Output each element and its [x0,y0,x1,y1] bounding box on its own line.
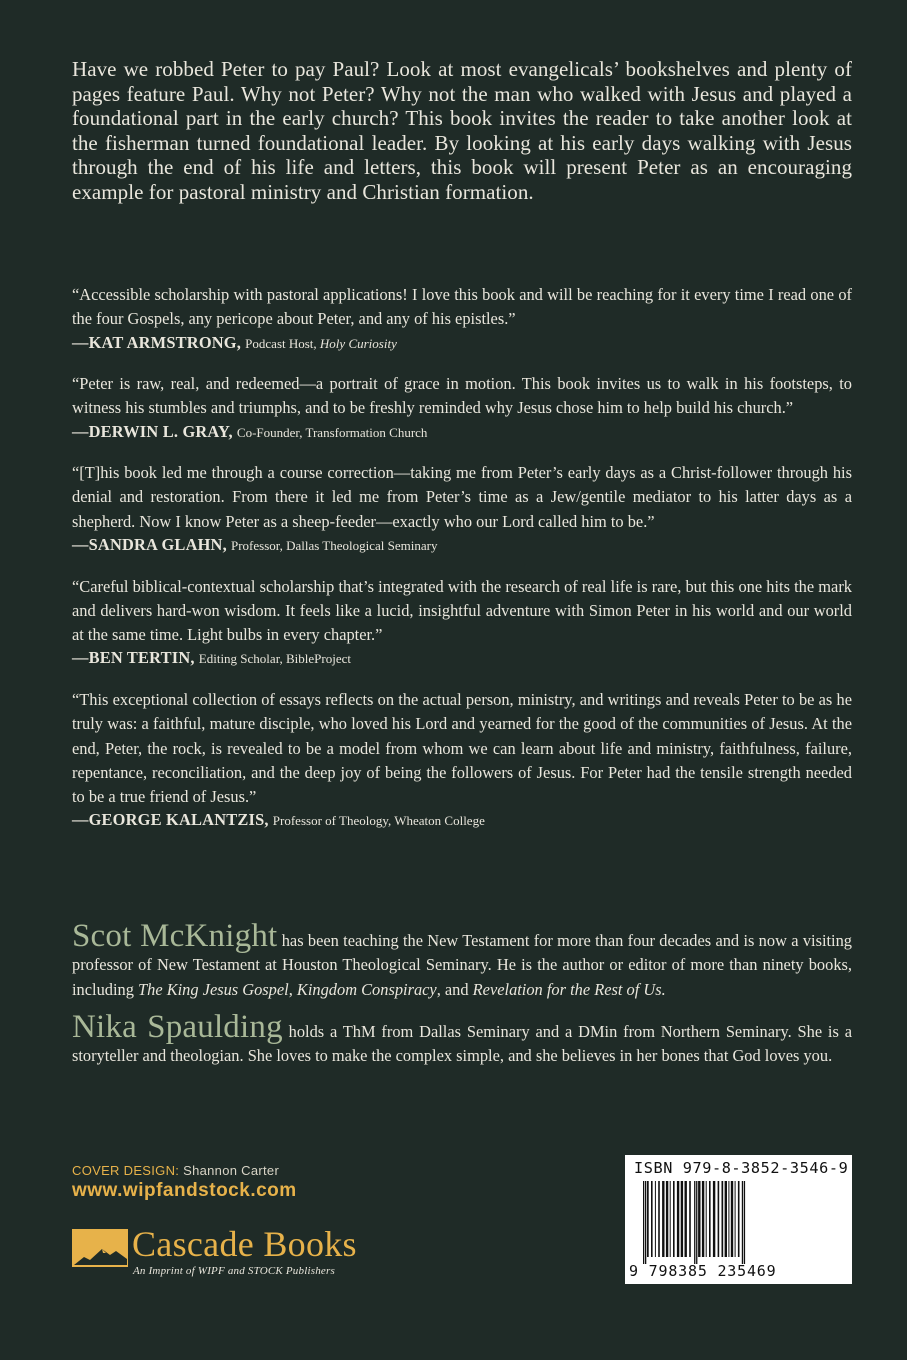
endorsement-attribution [72,534,852,557]
book-description: Have we robbed Peter to pay Paul? Look at most evangelicals’ bookshelves and plenty of pages feature Paul. Why not Peter? Why not the man who walked with Jesus and played a foundational part in the early church? This book invites the reader to take another look at the fisherman turned foundational leader. By looking at his early days walking with Jesus through the end of his life and letters, this book will present Peter as an encouraging example for pastoral ministry and Christian formation. [72,57,852,204]
endorsement-text: “Peter is raw, real, and redeemed—a portrait of grace in motion. This book invites us to walk in his footsteps, to witness his stumbles and triumphs, and to be freshly reminded why Jesus chose him to help build his church.” [72,374,852,418]
author-bios [72,918,852,1081]
endorsement [72,461,852,557]
endorsement-attribution [72,421,852,444]
endorsement-text: “This exceptional collection of essays reflects on the actual person, ministry, and writings and reveals Peter to be as he truly was: a faithful, mature disciple, who loved his Lord and yearned for the good of the communities of Jesus. At the end, Peter, the rock, is revealed to be a model from whom we can learn about life and ministry, faithfulness, failure, repentance, reconciliation, and the deep joy of being the followers of Jesus. For Peter had the tensile strength needed to be a true friend of Jesus.” [72,689,852,807]
publisher-tagline: An Imprint of WIPF and STOCK Publishers [133,1265,335,1277]
endorsement-text: “[T]his book led me through a course correction—taking me from Peter’s early days as a Christ-follower through his denial and restoration. From there it led me from Peter’s time as a Jew/gentile mediator to his latter days as a shepherd. Now I know Peter as a sheep-feeder—exactly who our Lord called him to be.” [72,463,852,531]
endorsement-text: “Careful biblical-contextual scholarship that’s integrated with the research of real life is rare, but this one hits the mark and delivers hard-won wisdom. It feels like a lucid, insightful adventure with Simon Peter in his world and our world at the same time. Light bulbs in every chapter.” [72,576,852,645]
endorsement [72,372,852,444]
publisher-name: Cascade Books [132,1224,357,1264]
barcode-bars [631,1181,846,1264]
author-bio-spaulding: Nika Spaulding holds a ThM from Dallas Seminary and a DMin from Northern Seminary. She is a storyteller and theologian. She loves to make the complex simple, and she believes in her bones that God loves you. [72,1008,852,1066]
author-bio-mcknight: Scot McKnight has been teaching the New Testament for more than four decades and is now a visiting professor of New Testament at Houston Theological Seminary. He is the author or editor of more than ninety books, including The King Jesus Gospel, Kingdom Conspiracy, and Revelation for the Rest of Us. [72,918,852,999]
cover-design-credit: COVER DESIGN: Shannon Carter [72,1163,280,1178]
publisher-website: www.wipfandstock.com [72,1180,297,1201]
endorsement [72,575,852,671]
endorsement-attribution [72,809,852,832]
endorser-role: Professor, Dallas Theological Seminary [231,538,438,554]
endorsement-attribution [72,647,852,670]
designer-name: Shannon Carter [183,1163,280,1178]
author-name: Nika Spaulding [72,1008,283,1045]
publisher-logo [72,1224,402,1283]
ean-digits: 9 798385 235469 [629,1262,777,1280]
endorser-name: —GEORGE KALANTZIS, [72,810,269,830]
endorsement-text: “Accessible scholarship with pastoral applications! I love this book and will be reaching for it every time I read one of the four Gospels, any pericope about Peter, and any of his epistles.” [72,285,852,329]
endorser-role: Professor of Theology, Wheaton College [272,813,485,829]
endorser-role: Podcast Host, Holy Curiosity [245,335,397,351]
endorsement-attribution [72,332,852,355]
endorser-role: Co-Founder, Transformation Church [236,424,428,440]
isbn-barcode [625,1155,852,1284]
isbn-number: ISBN 979-8-3852-3546-9 [634,1159,849,1177]
mountain-logo-icon [72,1229,130,1269]
endorsement [72,688,852,832]
endorser-name: —SANDRA GLAHN, [72,535,227,555]
endorsements [72,283,852,850]
endorser-name: —KAT ARMSTRONG, [72,332,242,352]
endorser-name: —BEN TERTIN, [72,648,195,668]
endorsement [72,283,852,355]
endorser-name: —DERWIN L. GRAY, [72,421,233,441]
author-name: Scot McKnight [72,918,278,954]
endorser-role: Editing Scholar, BibleProject [198,651,351,667]
